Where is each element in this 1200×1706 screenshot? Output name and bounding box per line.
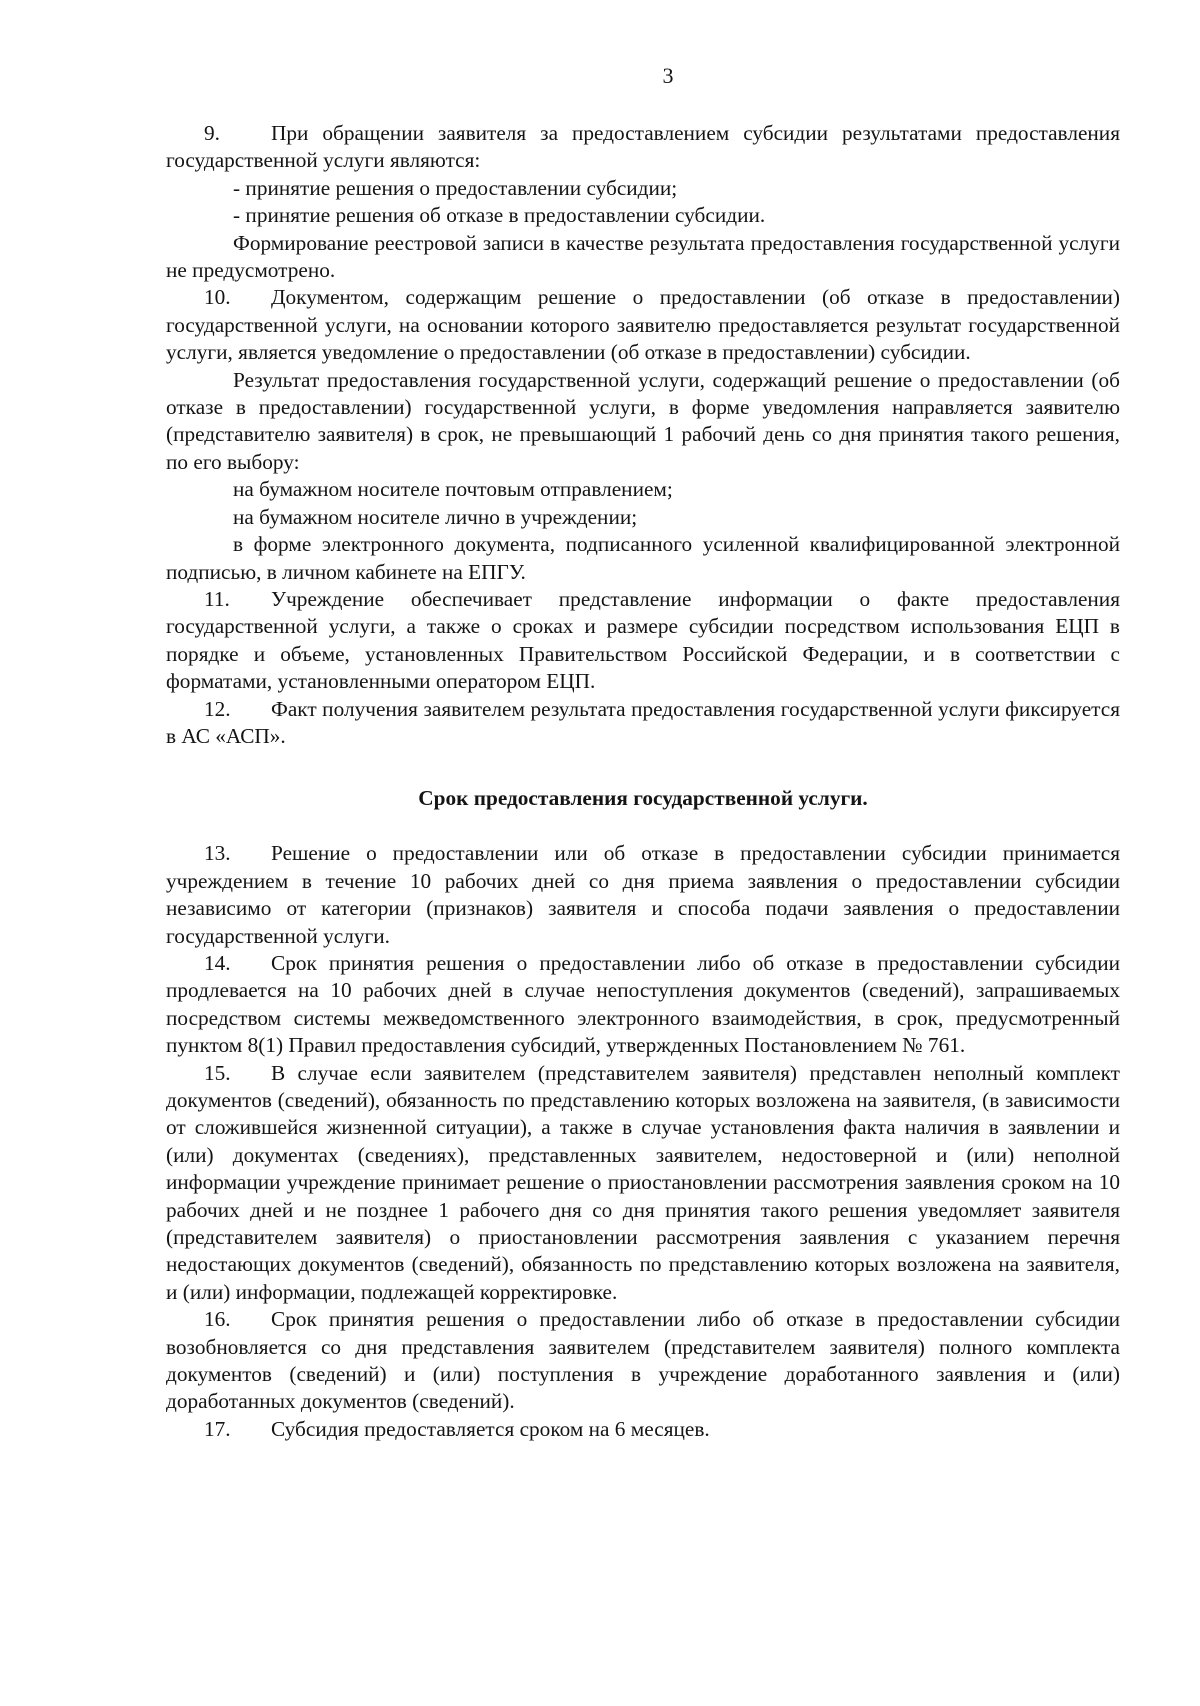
paragraph [166, 531, 1120, 586]
paragraph [166, 230, 1120, 285]
paragraph-number: 10. [204, 285, 231, 310]
paragraph-text: Формирование реестровой записи в качестве результата предоставления государственной услуги не предусмотрено. [166, 230, 1120, 283]
paragraph-text: При обращении заявителя за предоставлением субсидии результатами предоставления государственной услуги являются: [166, 121, 1120, 173]
paragraph-text: Решение о предоставлении или об отказе в предоставлении субсидии принимается учреждением в течение 10 рабочих дней со дня приема заявления о предоставлении субсидии независимо от категории (признаков) заявителя и способа подачи заявления о предоставлении государственной услуги. [166, 841, 1120, 948]
list-item: на бумажном носителе почтовым отправлением; [233, 477, 673, 502]
paragraph-text: Субсидия предоставляется сроком на 6 месяцев. [271, 1416, 710, 1441]
paragraph-text: Срок принятия решения о предоставлении либо об отказе в предоставлении субсидии возобновляется со дня представления заявителем (представителем заявителя) полного комплекта документов (сведений) и (или) поступления в учреждение доработанного заявления и (или) доработанных документов (сведений). [166, 1307, 1120, 1414]
paragraph-text: Результат предоставления государственной услуги, содержащий решение о предоставлении (об отказе в предоставлении) государственной услуги, в форме уведомления направляется заявителю (представителю заявителя) в срок, не превышающий 1 рабочий день со дня принятия такого решения, по его выбору: [166, 367, 1120, 474]
paragraph-number: 14. [204, 950, 231, 975]
paragraph-number: 12. [204, 696, 231, 721]
paragraph-text: Документом, содержащим решение о предоставлении (об отказе в предоставлении) государственной услуги, на основании которого заявителю предоставляется результат государственной услуги, является уведомление о предоставлении (об отказе в предоставлении) субсидии. [166, 285, 1120, 365]
numbered-paragraph [166, 1060, 1120, 1307]
numbered-paragraph [166, 950, 1120, 1060]
numbered-paragraph [166, 284, 1120, 366]
paragraph-number: 11. [204, 586, 230, 611]
paragraph-text: Срок принятия решения о предоставлении либо об отказе в предоставлении субсидии продлевается на 10 рабочих дней в случае непоступления документов (сведений), запрашиваемых посредством системы межведомственного электронного взаимодействия, в срок, предусмотренный пунктом 8(1) Правил предоставления субсидий, утвержденных Постановлением № 761. [166, 950, 1120, 1058]
list-item: на бумажном носителе лично в учреждении; [233, 504, 638, 529]
paragraph-text: В случае если заявителем (представителем заявителя) представлен неполный комплект документов (сведений), обязанность по представлению которых возложена на заявителя, (в зависимости от сложившейся жизненной ситуации), а также в случае установления факта наличия в заявлении и (или) документах (сведениях), представленных заявителем, недостоверной и (или) неполной информации учреждение принимает решение о приостановлении рассмотрения заявления сроком на 10 рабочих дней и не позднее 1 рабочего дня со дня принятия такого решения уведомляет заявителя (представителем заявителя) о приостановлении рассмотрения заявления с указанием перечня недостающих документов (сведений), обязанность по представлению которых возложена на заявителя, и (или) информации, подлежащей корректировке. [166, 1060, 1120, 1304]
list-item: - принятие решения о предоставлении субсидии; [233, 175, 678, 200]
paragraph-number: 9. [204, 121, 220, 145]
numbered-paragraph [166, 1306, 1120, 1416]
numbered-paragraph [166, 586, 1120, 696]
page-number: 3 [662, 63, 674, 88]
paragraph-number: 13. [204, 841, 231, 866]
paragraph [166, 367, 1120, 477]
numbered-paragraph [166, 840, 1120, 950]
paragraph-number: 16. [204, 1307, 231, 1332]
numbered-paragraph [166, 120, 1120, 175]
paragraph-text: в форме электронного документа, подписанного усиленной квалифицированной электронной подписью, в личном кабинете на ЕПГУ. [166, 532, 1120, 584]
paragraph-number: 17. [204, 1416, 231, 1441]
paragraph-text: Факт получения заявителем результата предоставления государственной услуги фиксируется в АС «АСП». [166, 696, 1120, 748]
section-terms [166, 840, 1120, 1443]
paragraph-text: Учреждение обеспечивает представление информации о факте предоставления государственной услуги, а также о сроках и размере субсидии посредством использования ЕЦП в порядке и объеме, установленных Правительством Российской Федерации, и в соответствии с форматами, установленными оператором ЕЦП. [166, 586, 1120, 694]
section-title: Срок предоставления государственной услуги. [418, 786, 868, 811]
numbered-paragraph [166, 1416, 1120, 1443]
paragraph-number: 15. [204, 1060, 231, 1085]
section-results [166, 120, 1120, 750]
numbered-paragraph [166, 696, 1120, 751]
list-item: - принятие решения об отказе в предоставлении субсидии. [233, 203, 766, 228]
